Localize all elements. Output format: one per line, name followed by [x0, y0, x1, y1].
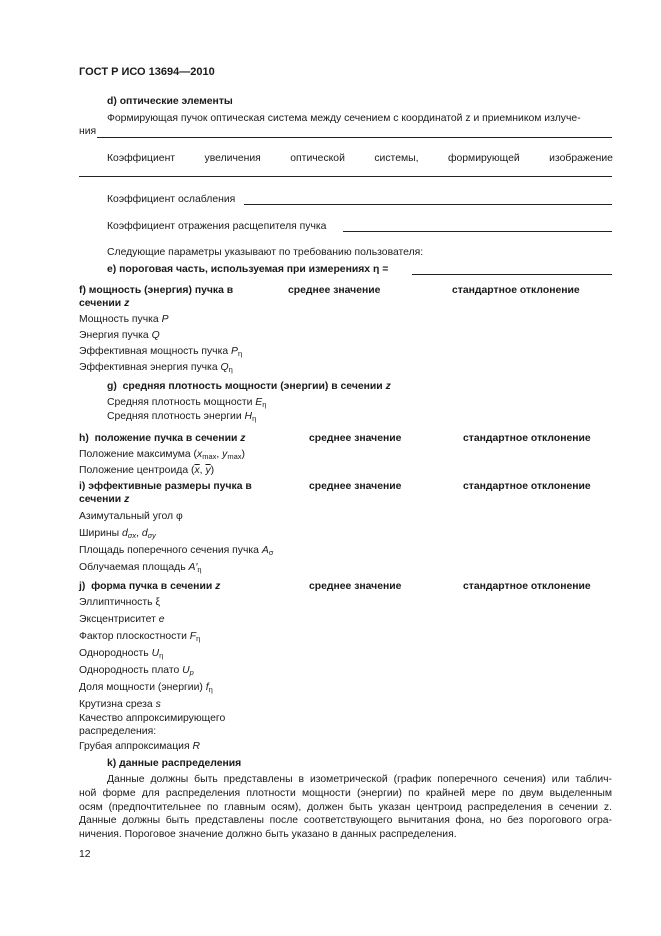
blank-field-line[interactable] [412, 274, 612, 275]
item-irradiated-area: Облучаемая площадь A′η [79, 562, 202, 574]
item-plateau-uniformity: Однородность плато Up [79, 665, 194, 677]
blank-field-line[interactable] [343, 231, 612, 232]
coef-word: системы, [374, 153, 419, 164]
paragraph-line: осям (предпочтительнее по главным осям), должен быть указан центроид распределения в сечении z. [79, 801, 612, 813]
item-energy: Энергия пучка Q [79, 330, 160, 341]
column-mean: среднее значение [309, 581, 402, 592]
coef-word: Коэффициент [107, 153, 176, 164]
section-d-line2: ния [79, 126, 97, 137]
blank-field-line[interactable] [79, 176, 612, 177]
blank-field-line[interactable] [244, 204, 612, 205]
user-params-note: Следующие параметры указывают по требованию пользователя: [107, 247, 424, 258]
item-fit-quality-cont: распределения: [79, 726, 157, 737]
item-ellipticity: Эллиптичность ξ [79, 597, 161, 608]
magnification-coefficient-row [107, 153, 613, 164]
attenuation-label: Коэффициент ослабления [107, 194, 236, 205]
column-mean: среднее значение [309, 481, 402, 492]
item-effective-power: Эффективная мощность пучка Pη [79, 346, 243, 358]
item-uniformity: Однородность Uη [79, 648, 164, 660]
item-eccentricity: Эксцентриситет e [79, 614, 165, 625]
paragraph-line: ничения. Пороговое значение должно быть указано в данных распределения. [79, 829, 457, 841]
section-i-heading-cont: сечении z [79, 494, 130, 505]
item-edge-steepness: Крутизна среза s [79, 699, 161, 710]
column-std: стандартное отклонение [463, 581, 591, 592]
item-centroid-position: Положение центроида ($\overline{x}$, $\overline{y}$) [79, 465, 215, 476]
item-flatness-factor: Фактор плоскостности Fη [79, 631, 201, 643]
section-f-heading-cont: сечении z [79, 298, 130, 309]
item-max-position: Положение максимума (xmax, ymax) [79, 449, 245, 461]
item-widths: Ширины dσx, dσy [79, 528, 156, 540]
blank-field-line[interactable] [97, 137, 612, 138]
item-power-density: Средняя плотность мощности Eη [107, 397, 267, 409]
column-std: стандартное отклонение [463, 481, 591, 492]
paragraph-line: Данные должны быть представлены после соответствующего вычитания фона, но без порогового огра- [79, 815, 612, 827]
section-k-heading: k) данные распределения [107, 758, 242, 769]
section-k-paragraph [79, 773, 612, 842]
page-number: 12 [79, 849, 91, 860]
section-j-heading: j) форма пучка в сечении z [79, 581, 221, 592]
coef-word: увеличения [204, 153, 261, 164]
item-rough-fit: Грубая аппроксимация R [79, 741, 200, 752]
section-d-heading: d) оптические элементы [107, 96, 233, 107]
section-g-heading: g) средняя плотность мощности (энергии) в сечении z [107, 381, 391, 392]
item-cross-section-area: Площадь поперечного сечения пучка Aσ [79, 545, 274, 557]
item-fit-quality: Качество аппроксимирующего [79, 713, 226, 724]
item-effective-energy: Эффективная энергия пучка Qη [79, 362, 233, 374]
item-power-fraction: Доля мощности (энергии) fη [79, 682, 213, 694]
section-h-heading: h) положение пучка в сечении z [79, 433, 246, 444]
document-header: ГОСТ Р ИСО 13694—2010 [79, 66, 215, 78]
section-f-heading: f) мощность (энергия) пучка в [79, 285, 234, 296]
splitter-label: Коэффициент отражения расщепителя пучка [107, 221, 327, 232]
column-std: стандартное отклонение [463, 433, 591, 444]
section-e-heading: e) пороговая часть, используемая при измерениях η = [107, 264, 389, 275]
section-d-line1: Формирующая пучок оптическая система между сечением с координатой z и приемником излуче- [107, 113, 581, 124]
item-power: Мощность пучка P [79, 314, 169, 325]
coef-word: оптической [290, 153, 345, 164]
paragraph-line: ной форме для распределения плотности мощности (энергии) по крайней мере по двум выделенным [79, 787, 612, 799]
item-azimuth: Азимутальный угол φ [79, 511, 183, 522]
section-i-heading: i) эффективные размеры пучка в [79, 481, 252, 492]
paragraph-line: Данные должны быть представлены в изометрической (график поперечного сечения) или таблич- [107, 774, 612, 785]
column-mean: среднее значение [309, 433, 402, 444]
coef-word: формирующей [447, 153, 520, 164]
column-mean: среднее значение [288, 285, 381, 296]
column-std: стандартное отклонение [452, 285, 580, 296]
coef-word: изображение [549, 153, 613, 164]
item-energy-density: Средняя плотность энергии Hη [107, 411, 257, 423]
